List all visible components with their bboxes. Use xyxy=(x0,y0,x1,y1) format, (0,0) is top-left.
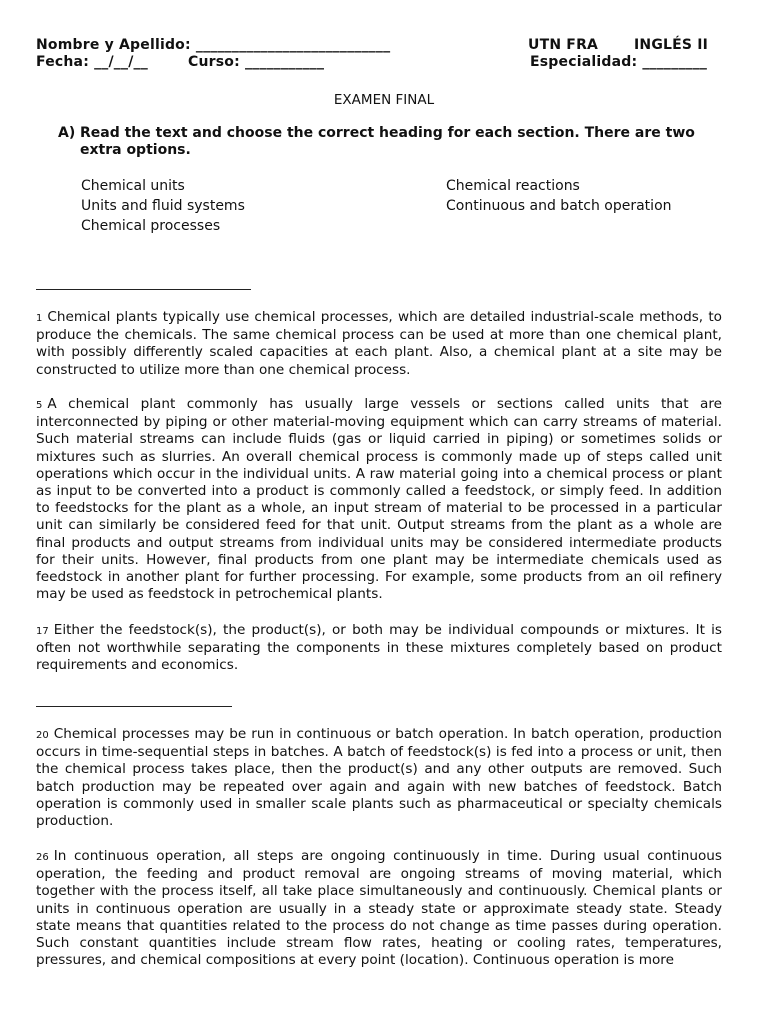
university-label: UTN FRA xyxy=(528,37,599,53)
specialty-field-label: Especialidad: _________ xyxy=(530,54,708,70)
exam-title: EXAMEN FINAL xyxy=(333,92,435,108)
text-paragraph xyxy=(36,622,722,675)
option-item: Units and fluid systems xyxy=(81,198,245,214)
line-number: 5 xyxy=(36,400,43,411)
text-paragraph xyxy=(36,396,722,603)
option-item: Chemical units xyxy=(81,178,185,194)
name-field-label: Nombre y Apellido: ___________________________ xyxy=(36,37,391,53)
heading-blank-line xyxy=(36,706,232,707)
line-number: 20 xyxy=(36,730,49,741)
paragraph-text: A chemical plant commonly has usually large vessels or sections called units that are interconnected by piping or other material-moving equipment which can carry streams of material. Such material streams can include fluids (gas or liquid carried in piping) or sometimes solids or mixtures such as slurries. An overall chemical process is commonly made up of steps called unit operations which occur in the individual units. A raw material going into a chemical process or plant as input to be converted into a product is commonly called a feedstock, or simply feed. In addition to feedstocks for the plant as a whole, an input stream of material to be processed in a particular unit can similarly be considered feed for that unit. Output streams from the plant as a whole are final products and output streams from individual units may be considered intermediate products for their units. However, final products from one plant may be intermediate chemicals used as feedstock in another plant for further processing. For example, some products from an oil refinery may be used as feedstock in petrochemical plants. xyxy=(36,396,722,603)
paragraph-text: Chemical plants typically use chemical processes, which are detailed industrial-scale methods, to produce the chemicals. The same chemical process can be used at more than one chemical plant, with possibly differently scaled capacities at each plant. Also, a chemical plant at a site may be constructed to utilize more than one chemical process. xyxy=(36,309,722,378)
paragraph-text: In continuous operation, all steps are ongoing continuously in time. During usual continuous operation, the feeding and product removal are ongoing streams of moving material, which together with the process itself, all take place simultaneously and continuously. Chemical plants or units in continuous operation are usually in a steady state or approximate steady state. Steady state means that quantities related to the process do not change as time passes during operation. Such constant quantities include stream flow rates, heating or cooling rates, temperatures, pressures, and chemical compositions at every point (location). Continuous operation is more xyxy=(36,848,722,969)
instruction-label: A) xyxy=(58,125,76,141)
text-paragraph xyxy=(36,309,722,379)
instruction-text: Read the text and choose the correct heading for each section. There are two extra options. xyxy=(80,125,695,158)
line-number: 26 xyxy=(36,852,49,863)
course-field-label: Curso: ___________ xyxy=(188,54,325,70)
line-number: 17 xyxy=(36,626,49,637)
heading-blank-line xyxy=(36,289,251,290)
text-paragraph xyxy=(36,726,722,830)
option-item: Chemical processes xyxy=(81,218,221,234)
date-field-label: Fecha: __/__/__ xyxy=(36,54,148,70)
option-item: Chemical reactions xyxy=(446,178,580,194)
paragraph-text: Either the feedstock(s), the product(s), or both may be individual compounds or mixtures. It is often not worthwhile separating the components in these mixtures completely based on product requirements and economics. xyxy=(36,622,722,674)
paragraph-text: Chemical processes may be run in continuous or batch operation. In batch operation, production occurs in time-sequential steps in batches. A batch of feedstock(s) is fed into a process or unit, then the chemical process takes place, then the product(s) and any other outputs are removed. Such batch production may be repeated over again and again with new batches of feedstock. Batch operation is commonly used in smaller scale plants such as pharmaceutical or specialty chemicals production. xyxy=(36,726,722,830)
instruction xyxy=(58,125,698,159)
line-number: 1 xyxy=(36,313,43,324)
text-paragraph xyxy=(36,848,722,969)
option-item: Continuous and batch operation xyxy=(446,198,672,214)
course-name-label: INGLÉS II xyxy=(634,37,709,53)
